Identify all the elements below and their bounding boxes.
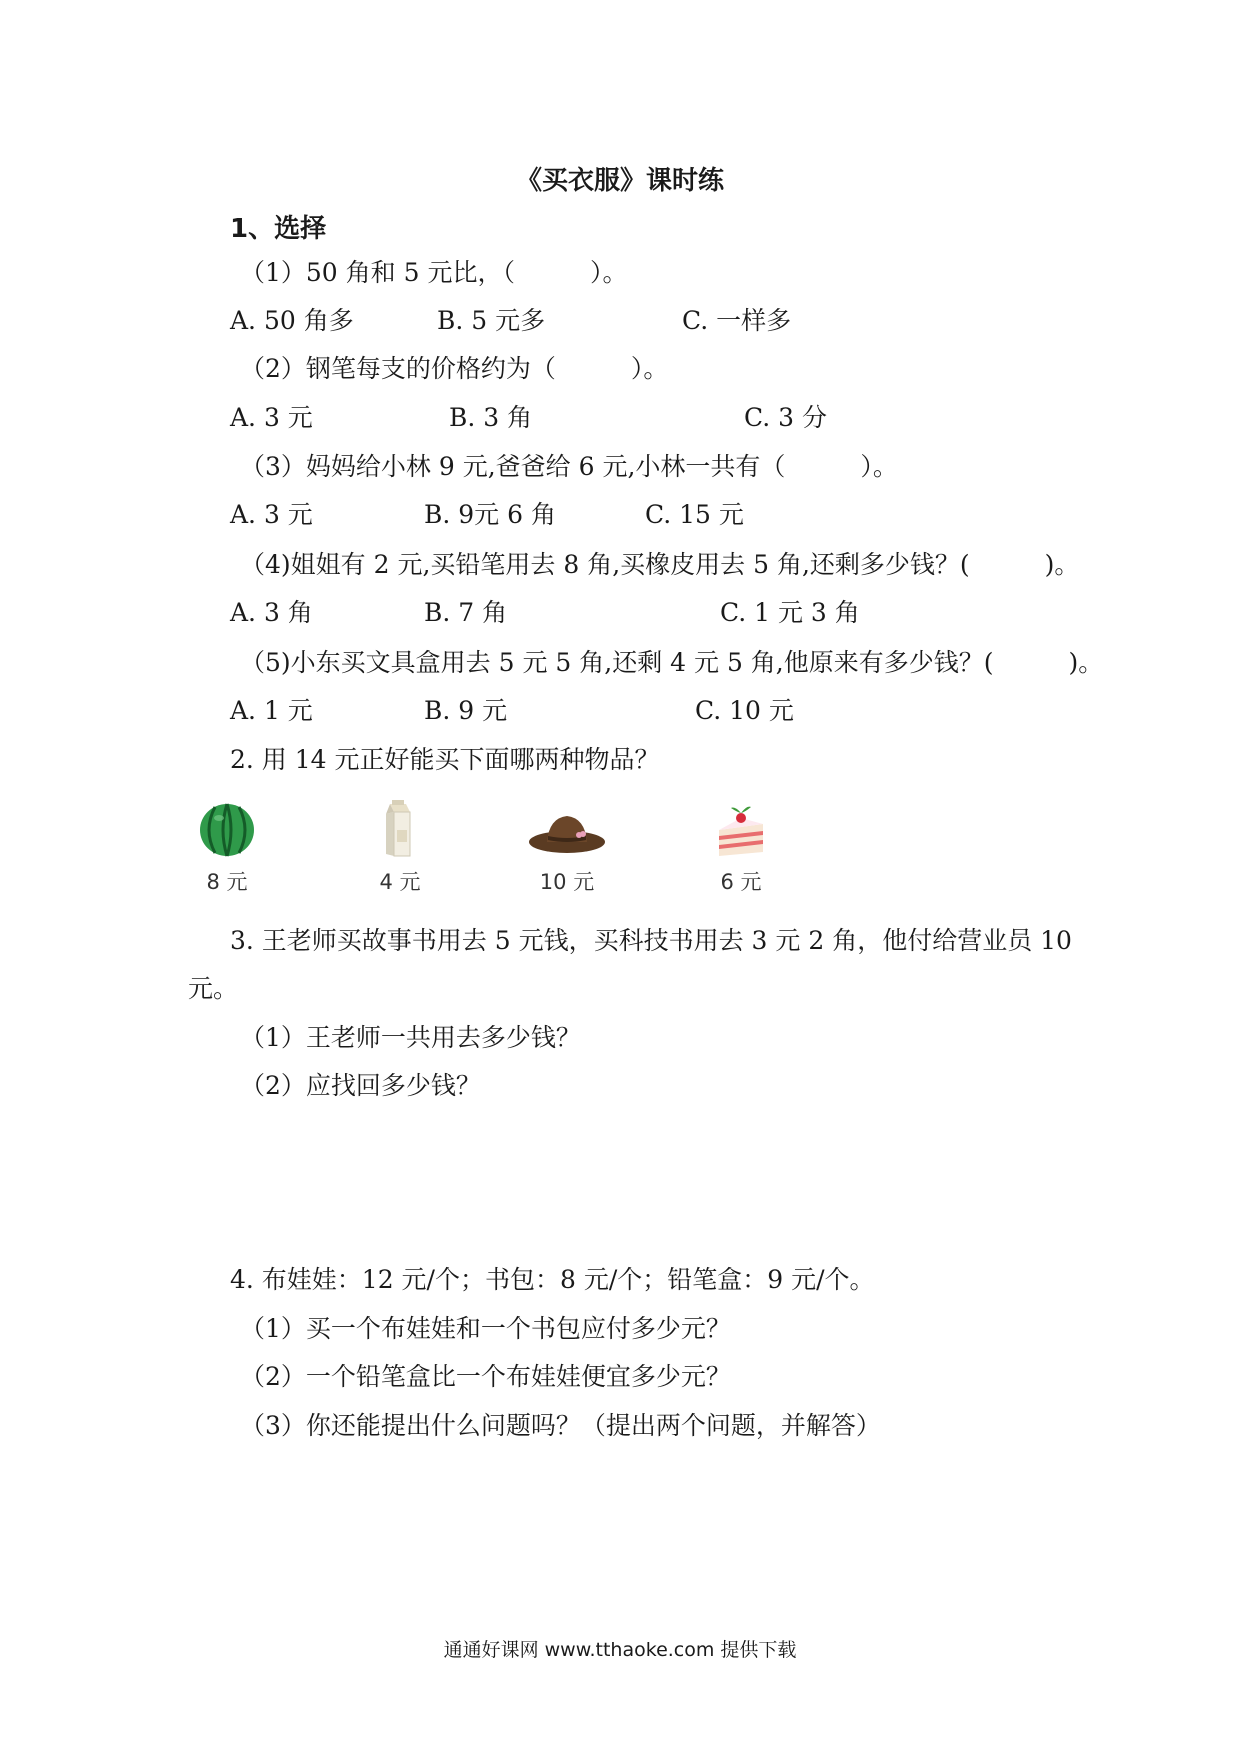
question-3-line-1: 3. 王老师买故事书用去 5 元钱，买科技书用去 3 元 2 角，他付给营业员 10 [230, 926, 1072, 955]
question-1-option-a: A. 50 角多 [230, 306, 354, 335]
question-1-option-b: B. 5 元多 [437, 306, 546, 335]
question-1-option-c: C. 一样多 [682, 306, 792, 335]
page-title: 《买衣服》课时练 [515, 166, 724, 196]
item-hat [512, 800, 622, 896]
question-2-option-b: B. 3 角 [449, 403, 533, 432]
question-3-option-b: B. 9元 6 角 [424, 500, 556, 529]
question-4-option-a: A. 3 角 [230, 598, 313, 627]
question-3-sub-1: （1）王老师一共用去多少钱？ [240, 1023, 581, 1052]
question-2-stem: （2）钢笔每支的价格约为（ ）。 [240, 354, 669, 383]
question-3-option-a: A. 3 元 [230, 500, 313, 529]
question-4-option-b: B. 7 角 [424, 598, 508, 627]
question-4-option-c: C. 1 元 3 角 [720, 598, 860, 627]
question-4-sub-1: （1）买一个布娃娃和一个书包应付多少元？ [240, 1314, 731, 1343]
price-label: 4 元 [379, 870, 421, 894]
question-5-stem: （5)小东买文具盒用去 5 元 5 角,还剩 4 元 5 角,他原来有多少钱？( )。 [240, 648, 1104, 677]
cake-icon [711, 800, 771, 860]
question-2-option-c: C. 3 分 [744, 403, 827, 432]
price-label: 6 元 [720, 870, 762, 894]
section-heading: 1、选择 [230, 214, 327, 244]
question-3-line-2: 元。 [188, 974, 239, 1003]
question-4-stem: （4)姐姐有 2 元,买铅笔用去 8 角,买橡皮用去 5 角,还剩多少钱？( )。 [240, 550, 1080, 579]
hat-icon [527, 800, 607, 860]
question-2-option-a: A. 3 元 [230, 403, 313, 432]
page-footer: 通通好课网 www.tthaoke.com 提供下载 [443, 1639, 797, 1661]
question-3-option-c: C. 15 元 [645, 500, 744, 529]
watermelon-icon [197, 800, 257, 860]
item-milk [345, 800, 455, 896]
question-4-sub-3: （3）你还能提出什么问题吗？（提出两个问题，并解答） [240, 1411, 881, 1440]
item-cake [686, 800, 796, 896]
question-5-option-c: C. 10 元 [695, 696, 794, 725]
question-5-option-b: B. 9 元 [424, 696, 508, 725]
question-4-sub-2: （2）一个铅笔盒比一个布娃娃便宜多少元？ [240, 1362, 731, 1391]
question-2-text: 2. 用 14 元正好能买下面哪两种物品？ [230, 745, 660, 774]
question-3-stem: （3）妈妈给小林 9 元,爸爸给 6 元,小林一共有（ ）。 [240, 452, 898, 481]
question-5-option-a: A. 1 元 [230, 696, 313, 725]
item-watermelon [172, 800, 282, 896]
milk-carton-icon [370, 800, 430, 860]
question-3-sub-2: （2）应找回多少钱？ [240, 1071, 481, 1100]
question-4-text: 4. 布娃娃：12 元/个；书包：8 元/个；铅笔盒：9 元/个。 [230, 1265, 875, 1294]
price-label: 8 元 [206, 870, 248, 894]
price-label: 10 元 [539, 870, 595, 894]
question-1-stem: （1）50 角和 5 元比，（ ）。 [240, 258, 628, 287]
